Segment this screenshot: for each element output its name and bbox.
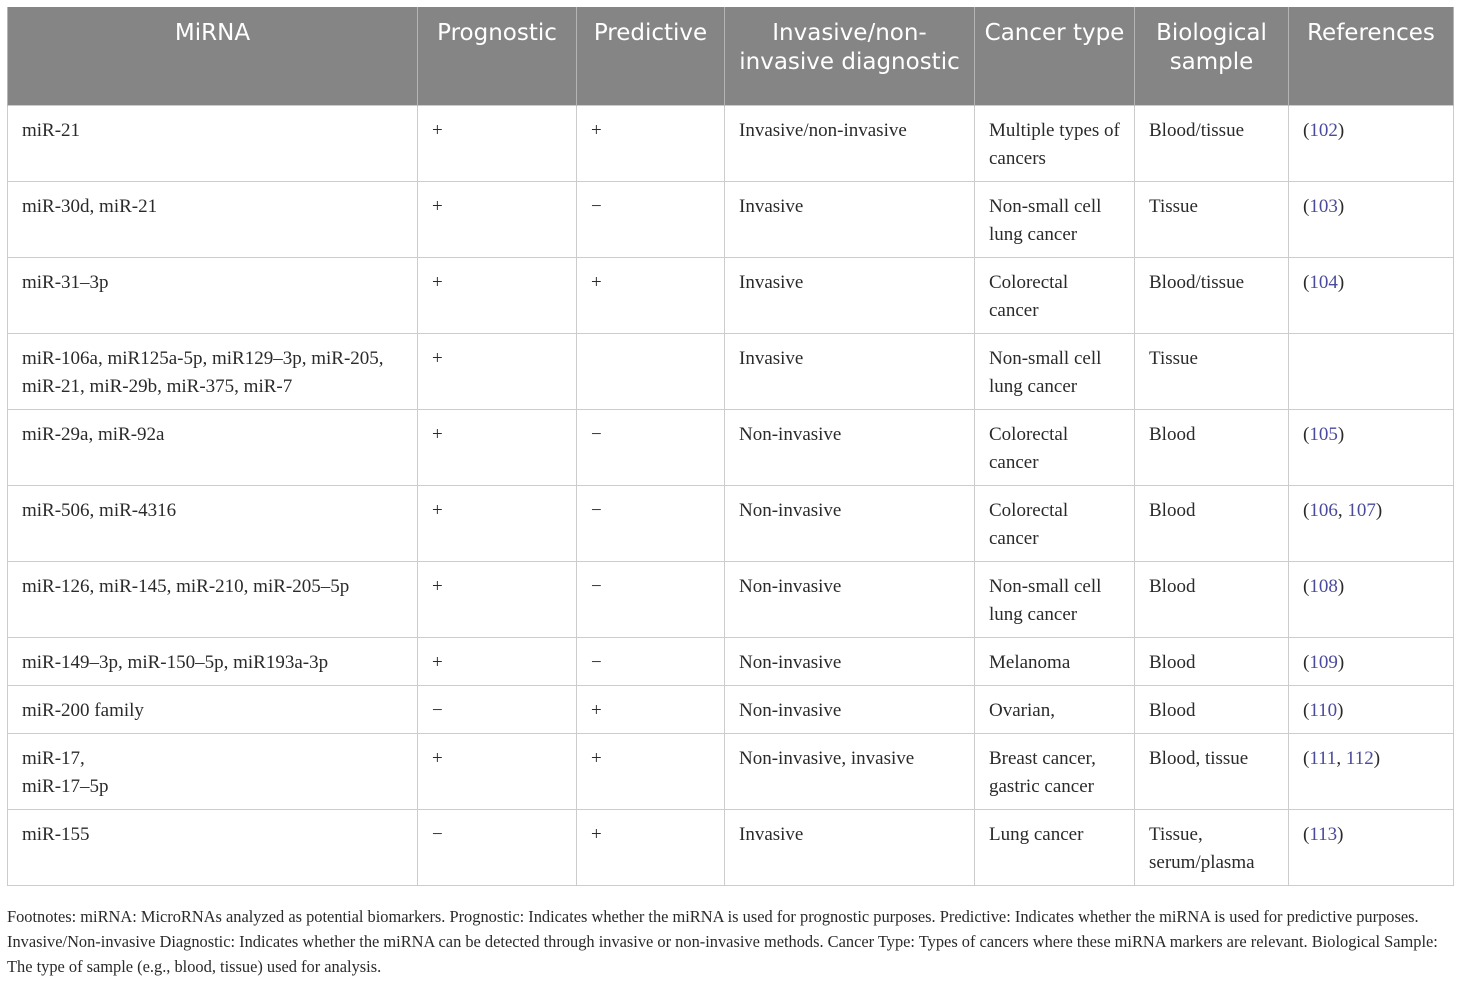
cell-predictive: +	[577, 809, 725, 885]
cell-biological-sample: Blood/tissue	[1135, 105, 1289, 181]
cell-mirna: miR-21	[8, 105, 418, 181]
cell-diagnostic: Non-invasive	[725, 409, 975, 485]
cell-biological-sample: Tissue, serum/plasma	[1135, 809, 1289, 885]
table-row	[8, 485, 1454, 561]
table-row	[8, 409, 1454, 485]
cell-references: (103)	[1289, 181, 1454, 257]
cell-prognostic: +	[418, 105, 577, 181]
cell-diagnostic: Non-invasive, invasive	[725, 733, 975, 809]
cell-references: (108)	[1289, 561, 1454, 637]
cell-biological-sample: Blood	[1135, 561, 1289, 637]
cell-cancer-type: Lung cancer	[975, 809, 1135, 885]
column-header-references: References	[1289, 7, 1454, 105]
reference-link[interactable]: 108	[1309, 575, 1338, 597]
cell-biological-sample: Blood, tissue	[1135, 733, 1289, 809]
cell-prognostic: −	[418, 809, 577, 885]
cell-prognostic: +	[418, 333, 577, 409]
table-row	[8, 685, 1454, 733]
cell-diagnostic: Non-invasive	[725, 561, 975, 637]
cell-mirna: miR-30d, miR-21	[8, 181, 418, 257]
cell-predictive: −	[577, 485, 725, 561]
reference-link[interactable]: 103	[1309, 195, 1338, 217]
cell-references: (111, 112)	[1289, 733, 1454, 809]
column-header-prognostic: Prognostic	[418, 7, 577, 105]
cell-diagnostic: Invasive	[725, 809, 975, 885]
column-header-diagnostic: Invasive/non-invasive diagnostic	[725, 7, 975, 105]
cell-mirna: miR-31–3p	[8, 257, 418, 333]
cell-predictive: +	[577, 257, 725, 333]
cell-diagnostic: Non-invasive	[725, 685, 975, 733]
table-row	[8, 733, 1454, 809]
cell-mirna: miR-17, miR-17–5p	[8, 733, 418, 809]
cell-diagnostic: Non-invasive	[725, 637, 975, 685]
column-header-biological-sample: Biological sample	[1135, 7, 1289, 105]
table-row	[8, 561, 1454, 637]
cell-diagnostic: Invasive	[725, 257, 975, 333]
table-row	[8, 809, 1454, 885]
cell-cancer-type: Ovarian,	[975, 685, 1135, 733]
cell-mirna: miR-149–3p, miR-150–5p, miR193a-3p	[8, 637, 418, 685]
reference-link[interactable]: 111	[1309, 747, 1337, 769]
cell-references	[1289, 333, 1454, 409]
cell-predictive: −	[577, 637, 725, 685]
cell-cancer-type: Melanoma	[975, 637, 1135, 685]
cell-mirna: miR-29a, miR-92a	[8, 409, 418, 485]
column-header-mirna: MiRNA	[8, 7, 418, 105]
cell-mirna: miR-155	[8, 809, 418, 885]
cell-predictive: +	[577, 733, 725, 809]
cell-diagnostic: Non-invasive	[725, 485, 975, 561]
cell-cancer-type: Colorectal cancer	[975, 257, 1135, 333]
cell-predictive: −	[577, 561, 725, 637]
cell-predictive: −	[577, 409, 725, 485]
cell-predictive: +	[577, 685, 725, 733]
cell-biological-sample: Blood	[1135, 409, 1289, 485]
cell-predictive: +	[577, 105, 725, 181]
reference-link[interactable]: 107	[1347, 499, 1376, 521]
cell-cancer-type: Non-small cell lung cancer	[975, 333, 1135, 409]
cell-predictive	[577, 333, 725, 409]
cell-references: (109)	[1289, 637, 1454, 685]
reference-link[interactable]: 113	[1309, 823, 1338, 845]
cell-biological-sample: Tissue	[1135, 333, 1289, 409]
cell-diagnostic: Invasive/non-invasive	[725, 105, 975, 181]
table-row	[8, 333, 1454, 409]
table-row	[8, 105, 1454, 181]
cell-references: (106, 107)	[1289, 485, 1454, 561]
table-row	[8, 181, 1454, 257]
cell-references: (104)	[1289, 257, 1454, 333]
table-header-row	[8, 7, 1454, 105]
reference-link[interactable]: 102	[1309, 119, 1338, 141]
table-row	[8, 637, 1454, 685]
cell-mirna: miR-200 family	[8, 685, 418, 733]
cell-prognostic: +	[418, 485, 577, 561]
cell-references: (113)	[1289, 809, 1454, 885]
mirna-biomarker-table-container	[7, 7, 1453, 886]
cell-prognostic: −	[418, 685, 577, 733]
reference-link[interactable]: 104	[1309, 271, 1338, 293]
reference-link[interactable]: 106	[1309, 499, 1338, 521]
cell-cancer-type: Non-small cell lung cancer	[975, 181, 1135, 257]
cell-mirna: miR-126, miR-145, miR-210, miR-205–5p	[8, 561, 418, 637]
column-header-cancer-type: Cancer type	[975, 7, 1135, 105]
reference-link[interactable]: 105	[1309, 423, 1338, 445]
cell-diagnostic: Invasive	[725, 181, 975, 257]
mirna-biomarker-table	[7, 7, 1454, 886]
cell-predictive: −	[577, 181, 725, 257]
reference-link[interactable]: 110	[1309, 699, 1338, 721]
cell-references: (102)	[1289, 105, 1454, 181]
reference-link[interactable]: 112	[1345, 747, 1374, 769]
cell-mirna: miR-506, miR-4316	[8, 485, 418, 561]
cell-prognostic: +	[418, 561, 577, 637]
cell-biological-sample: Blood	[1135, 685, 1289, 733]
table-footnote: Footnotes: miRNA: MicroRNAs analyzed as potential biomarkers. Prognostic: Indicates whether the miRNA is used for prognostic purposes. Predictive: Indicates whether the miRNA is used for predictive purposes. Invasive/Non-invasive Diagnostic: Indicates whether the miRNA can be detected through invasive or non-invasive methods. Cancer Type: Types of cancers where these miRNA markers are relevant. Biological Sample: The type of sample (e.g., blood, tissue) used for analysis.	[7, 907, 1438, 976]
cell-biological-sample: Blood	[1135, 485, 1289, 561]
cell-diagnostic: Invasive	[725, 333, 975, 409]
reference-link[interactable]: 109	[1309, 651, 1338, 673]
cell-prognostic: +	[418, 637, 577, 685]
cell-cancer-type: Non-small cell lung cancer	[975, 561, 1135, 637]
cell-prognostic: +	[418, 257, 577, 333]
table-row	[8, 257, 1454, 333]
cell-prognostic: +	[418, 409, 577, 485]
cell-prognostic: +	[418, 181, 577, 257]
cell-cancer-type: Multiple types of cancers	[975, 105, 1135, 181]
cell-prognostic: +	[418, 733, 577, 809]
cell-cancer-type: Breast cancer, gastric cancer	[975, 733, 1135, 809]
cell-cancer-type: Colorectal cancer	[975, 409, 1135, 485]
cell-cancer-type: Colorectal cancer	[975, 485, 1135, 561]
cell-biological-sample: Tissue	[1135, 181, 1289, 257]
cell-biological-sample: Blood	[1135, 637, 1289, 685]
table-body	[8, 105, 1454, 885]
column-header-predictive: Predictive	[577, 7, 725, 105]
cell-references: (105)	[1289, 409, 1454, 485]
cell-references: (110)	[1289, 685, 1454, 733]
cell-mirna: miR-106a, miR125a-5p, miR129–3p, miR-205, miR-21, miR-29b, miR-375, miR-7	[8, 333, 418, 409]
cell-biological-sample: Blood/tissue	[1135, 257, 1289, 333]
